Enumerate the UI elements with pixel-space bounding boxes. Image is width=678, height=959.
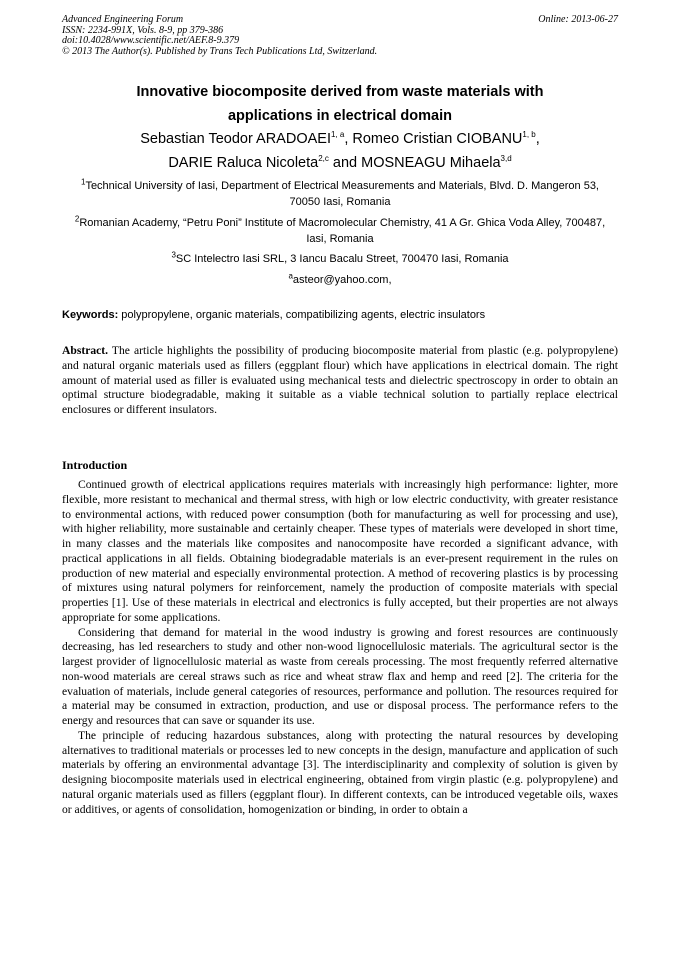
journal-name: Advanced Engineering Forum: [62, 14, 184, 25]
online-date: Online: 2013-06-27: [538, 14, 618, 25]
author-affil-mark: 3,d: [500, 154, 512, 164]
abstract: [62, 344, 618, 418]
affiliation-2: [70, 216, 610, 247]
journal-copyright: © 2013 The Author(s). Published by Trans Tech Publications Ltd, Switzerland.: [62, 45, 378, 57]
email-mark: a: [288, 271, 293, 281]
affiliation-text: Romanian Academy, “Petru Poni” Institute of Macromolecular Chemistry, 41 A Gr. Ghica Voda Alley, 700487, Iasi, Romania: [79, 217, 606, 245]
paper-title: [62, 80, 618, 128]
author-conjunction: and: [328, 155, 362, 171]
author-email[interactable]: [70, 273, 610, 289]
author-line-1: [62, 127, 618, 151]
author-line-2: [62, 151, 618, 175]
author-name: Romeo Cristian CIOBANU: [352, 131, 523, 147]
author-list: [62, 127, 618, 175]
paragraph: Continued growth of electrical applications requires materials with increasingly high performance: lighter, more flexible, more resistant to mechanical and thermal stress, with high or low electric conductivity, with greater resistance to environmental actions, with reduced power consumption (both for manufacturing as well for processing and use), with higher reliability, more sustainable and certainly cheaper. These types of materials were developed in short time, in many classes and the materials like composites and nanocomposite have recorded a significant advance, with practical applications in all fields. Obtaining biodegradable materials is an ever-present requirement in the rules on production of new material and especially environmental protection. A method of recovering plastics is by processing of mixtures using natural polymers for reinforcement, namely the production of composite materials with special properties [1]. Use of these materials in electrical and electronics is fully accepted, but their properties are not always appropriate for some applications.: [62, 478, 618, 624]
author-name: DARIE Raluca Nicoleta: [168, 155, 319, 171]
journal-doi[interactable]: doi:10.4028/www.scientific.net/AEF.8-9.379: [62, 35, 240, 47]
author-separator: ,: [535, 131, 540, 147]
introduction-body: [62, 478, 618, 817]
author-affil-mark: 1, a: [330, 130, 345, 140]
abstract-text: The article highlights the possibility of producing biocomposite material from plastic (e.g. polypropylene) and natural organic materials used as fillers (eggplant flour) which have applications in electrical domain. The right amount of material used as filler is evaluated using mechanical tests and dielectric spectroscopy in order to obtain an optimal structure biodegradable, making it suitable as a viable technical solution to partially replace electrical enclosures or different insulators.: [62, 344, 618, 416]
paragraph: The principle of reducing hazardous substances, along with protecting the natural resources by developing alternatives to traditional materials or processes led to new concepts in the design, manufacture and application of such materials by offering an environmental advantage [3]. The interdisciplinarity and complexity of solution is given by designing biocomposite materials used in electrical engineering, obtained from virgin plastic (e.g. polypropylene) and natural organic materials used as fillers (eggplant flour). In different contexts, can be introduced vegetable oils, waxes or additives, or agents of consolidation, homogenization or binding, in order to obtain a: [62, 728, 618, 816]
journal-header: [62, 15, 618, 57]
keywords: [62, 308, 618, 323]
author-name: Sebastian Teodor ARADOAEI: [140, 131, 331, 147]
keywords-text: polypropylene, organic materials, compatibilizing agents, electric insulators: [118, 309, 486, 321]
affiliation-mark: 2: [74, 214, 80, 224]
author-separator: ,: [344, 131, 353, 147]
title-line-1: Innovative biocomposite derived from waste materials with: [136, 84, 544, 100]
affiliation-3: [70, 252, 610, 268]
author-name: MOSNEAGU Mihaela: [361, 155, 501, 171]
author-affil-mark: 2,c: [318, 154, 329, 164]
section-heading-introduction: Introduction: [62, 458, 128, 472]
affiliation-text: SC Intelectro Iasi SRL, 3 Iancu Bacalu Street, 700470 Iasi, Romania: [175, 253, 509, 265]
paragraph: Considering that demand for material in the wood industry is growing and forest resources are continuously decreasing, has led researchers to study and other non-wood lignocellulosic materials. The agricultural sector is the largest provider of lignocellulosic material as waste from cereals processing. The most frequently referred alternative non-wood materials are cereal straws such as rice and wheat straw flax and hemp and reed [2]. The criteria for the evaluation of materials, include general categories of resources, performance and pollution. The resources required for a material may be consumed in extraction, production, and use or disposal process. The performance refers to the energy and resources that can save or squander its use.: [62, 625, 618, 727]
author-affil-mark: 1, b: [522, 130, 536, 140]
affiliation-mark: 1: [80, 177, 86, 187]
journal-issn: ISSN: 2234-991X, Vols. 8-9, pp 379-386: [62, 24, 224, 36]
abstract-label: Abstract.: [62, 344, 109, 357]
title-line-2: applications in electrical domain: [227, 108, 452, 124]
affiliation-mark: 3: [171, 250, 176, 260]
keywords-label: Keywords:: [62, 309, 119, 321]
affiliation-text: Technical University of Iasi, Department of Electrical Measurements and Materials, Blvd. D. Mangeron 53, 70050 Iasi, Romania: [85, 180, 599, 208]
affiliation-1: [70, 179, 610, 210]
email-text[interactable]: asteor@yahoo.com,: [292, 274, 392, 286]
